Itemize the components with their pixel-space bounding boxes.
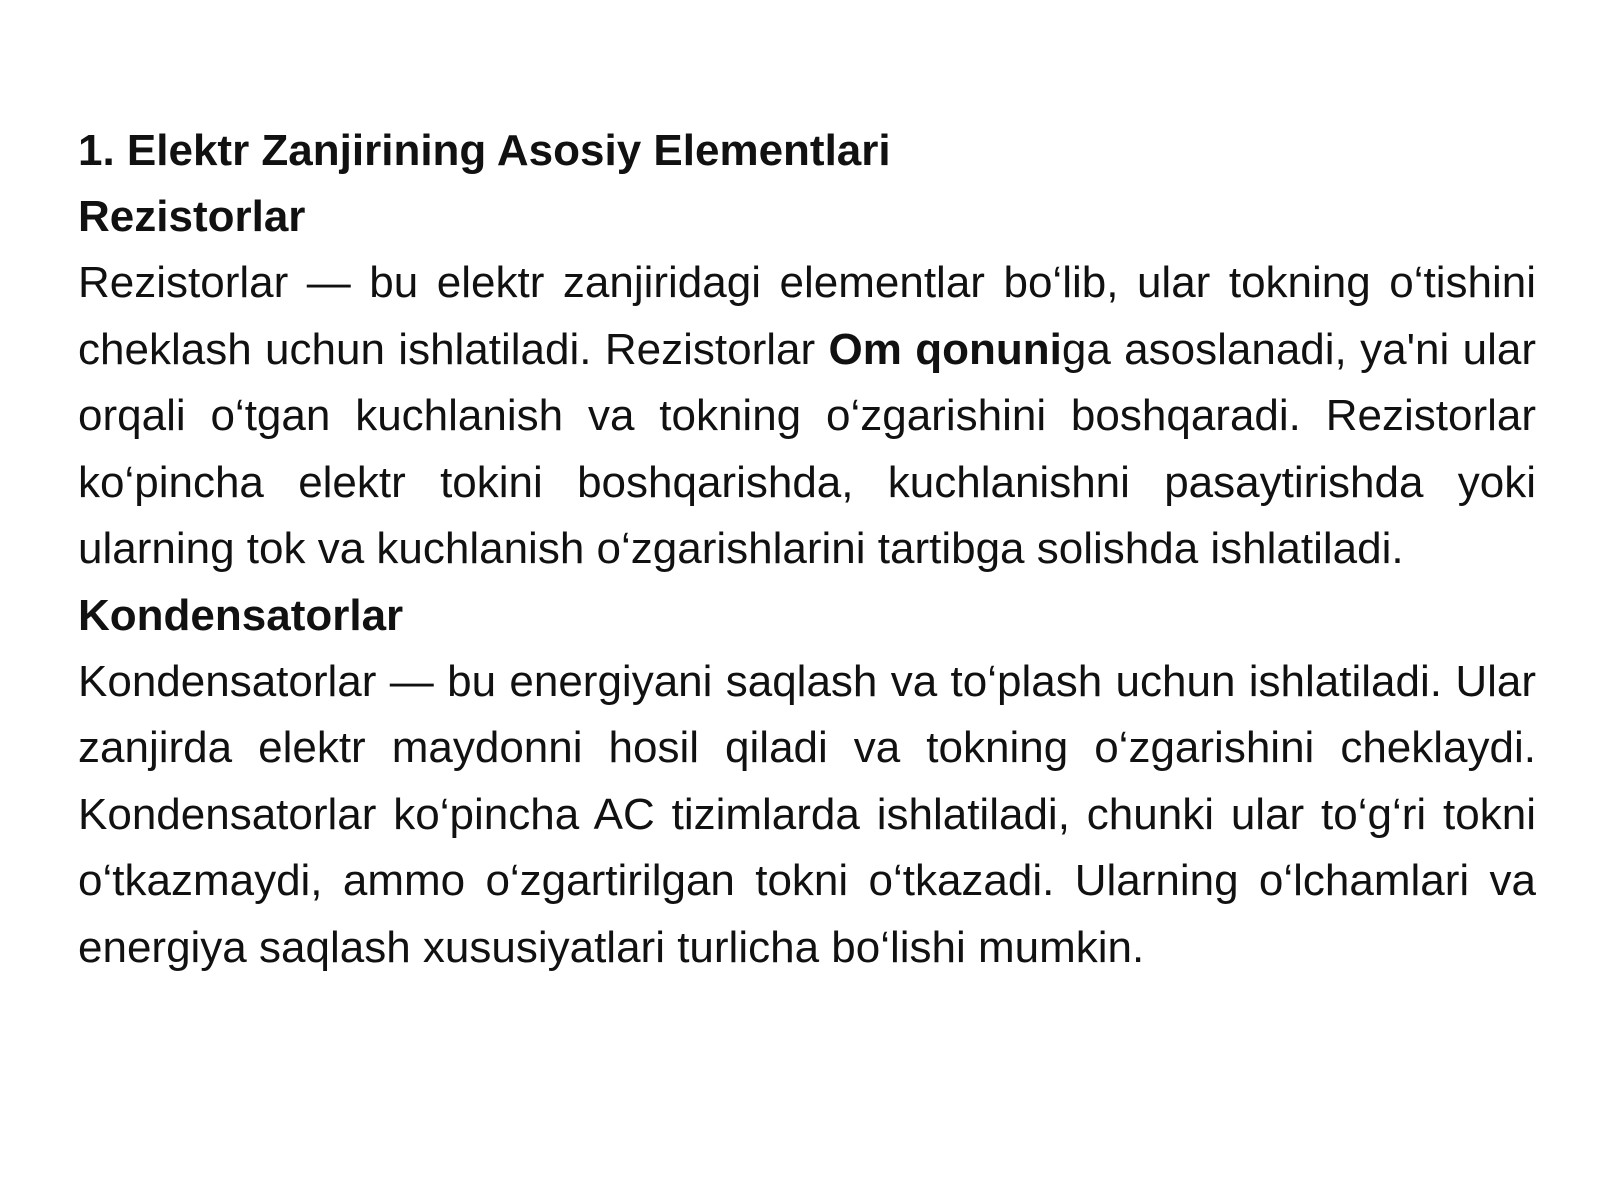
section-title: 1. Elektr Zanjirining Asosiy Elementlari [78,126,891,175]
resistors-paragraph [78,250,1536,583]
capacitors-paragraph: Kondensatorlar — bu energiyani saqlash va to‘plash uchun ishlatiladi. Ular zanjirda elektr maydonni hosil qiladi va tokning o‘zgarishini cheklaydi. Kondensatorlar ko‘pincha AC tizimlarda ishlatiladi, chunki ular to‘g‘ri tokni o‘tkazmaydi, ammo o‘zgartirilgan tokni o‘tkazadi. Ularning o‘lchamlari va energiya saqlash xususiyatlari turlicha bo‘lishi mumkin. [78,656,1536,972]
resistors-text-after: ga asoslanadi, ya'ni ular orqali o‘tgan kuchlanish va tokning o‘zgarishini boshqaradi. Rezistorlar ko‘pincha elektr tokini boshqarishda, kuchlanishni pasaytirishda yoki ularning tok va kuchlanish o‘zgarishlarini tartibga solishda ishlatiladi. [78,324,1537,573]
resistors-heading: Rezistorlar [78,192,306,241]
slide-content [78,118,1536,981]
ohms-law-term: Om qonuni [828,324,1062,374]
capacitors-heading: Kondensatorlar [78,590,404,640]
resistors-text-before: Rezistorlar — bu elektr zanjiridagi elementlar bo‘lib, ular tokning o‘tishini cheklash uchun ishlatiladi. Rezistorlar [78,258,1536,374]
